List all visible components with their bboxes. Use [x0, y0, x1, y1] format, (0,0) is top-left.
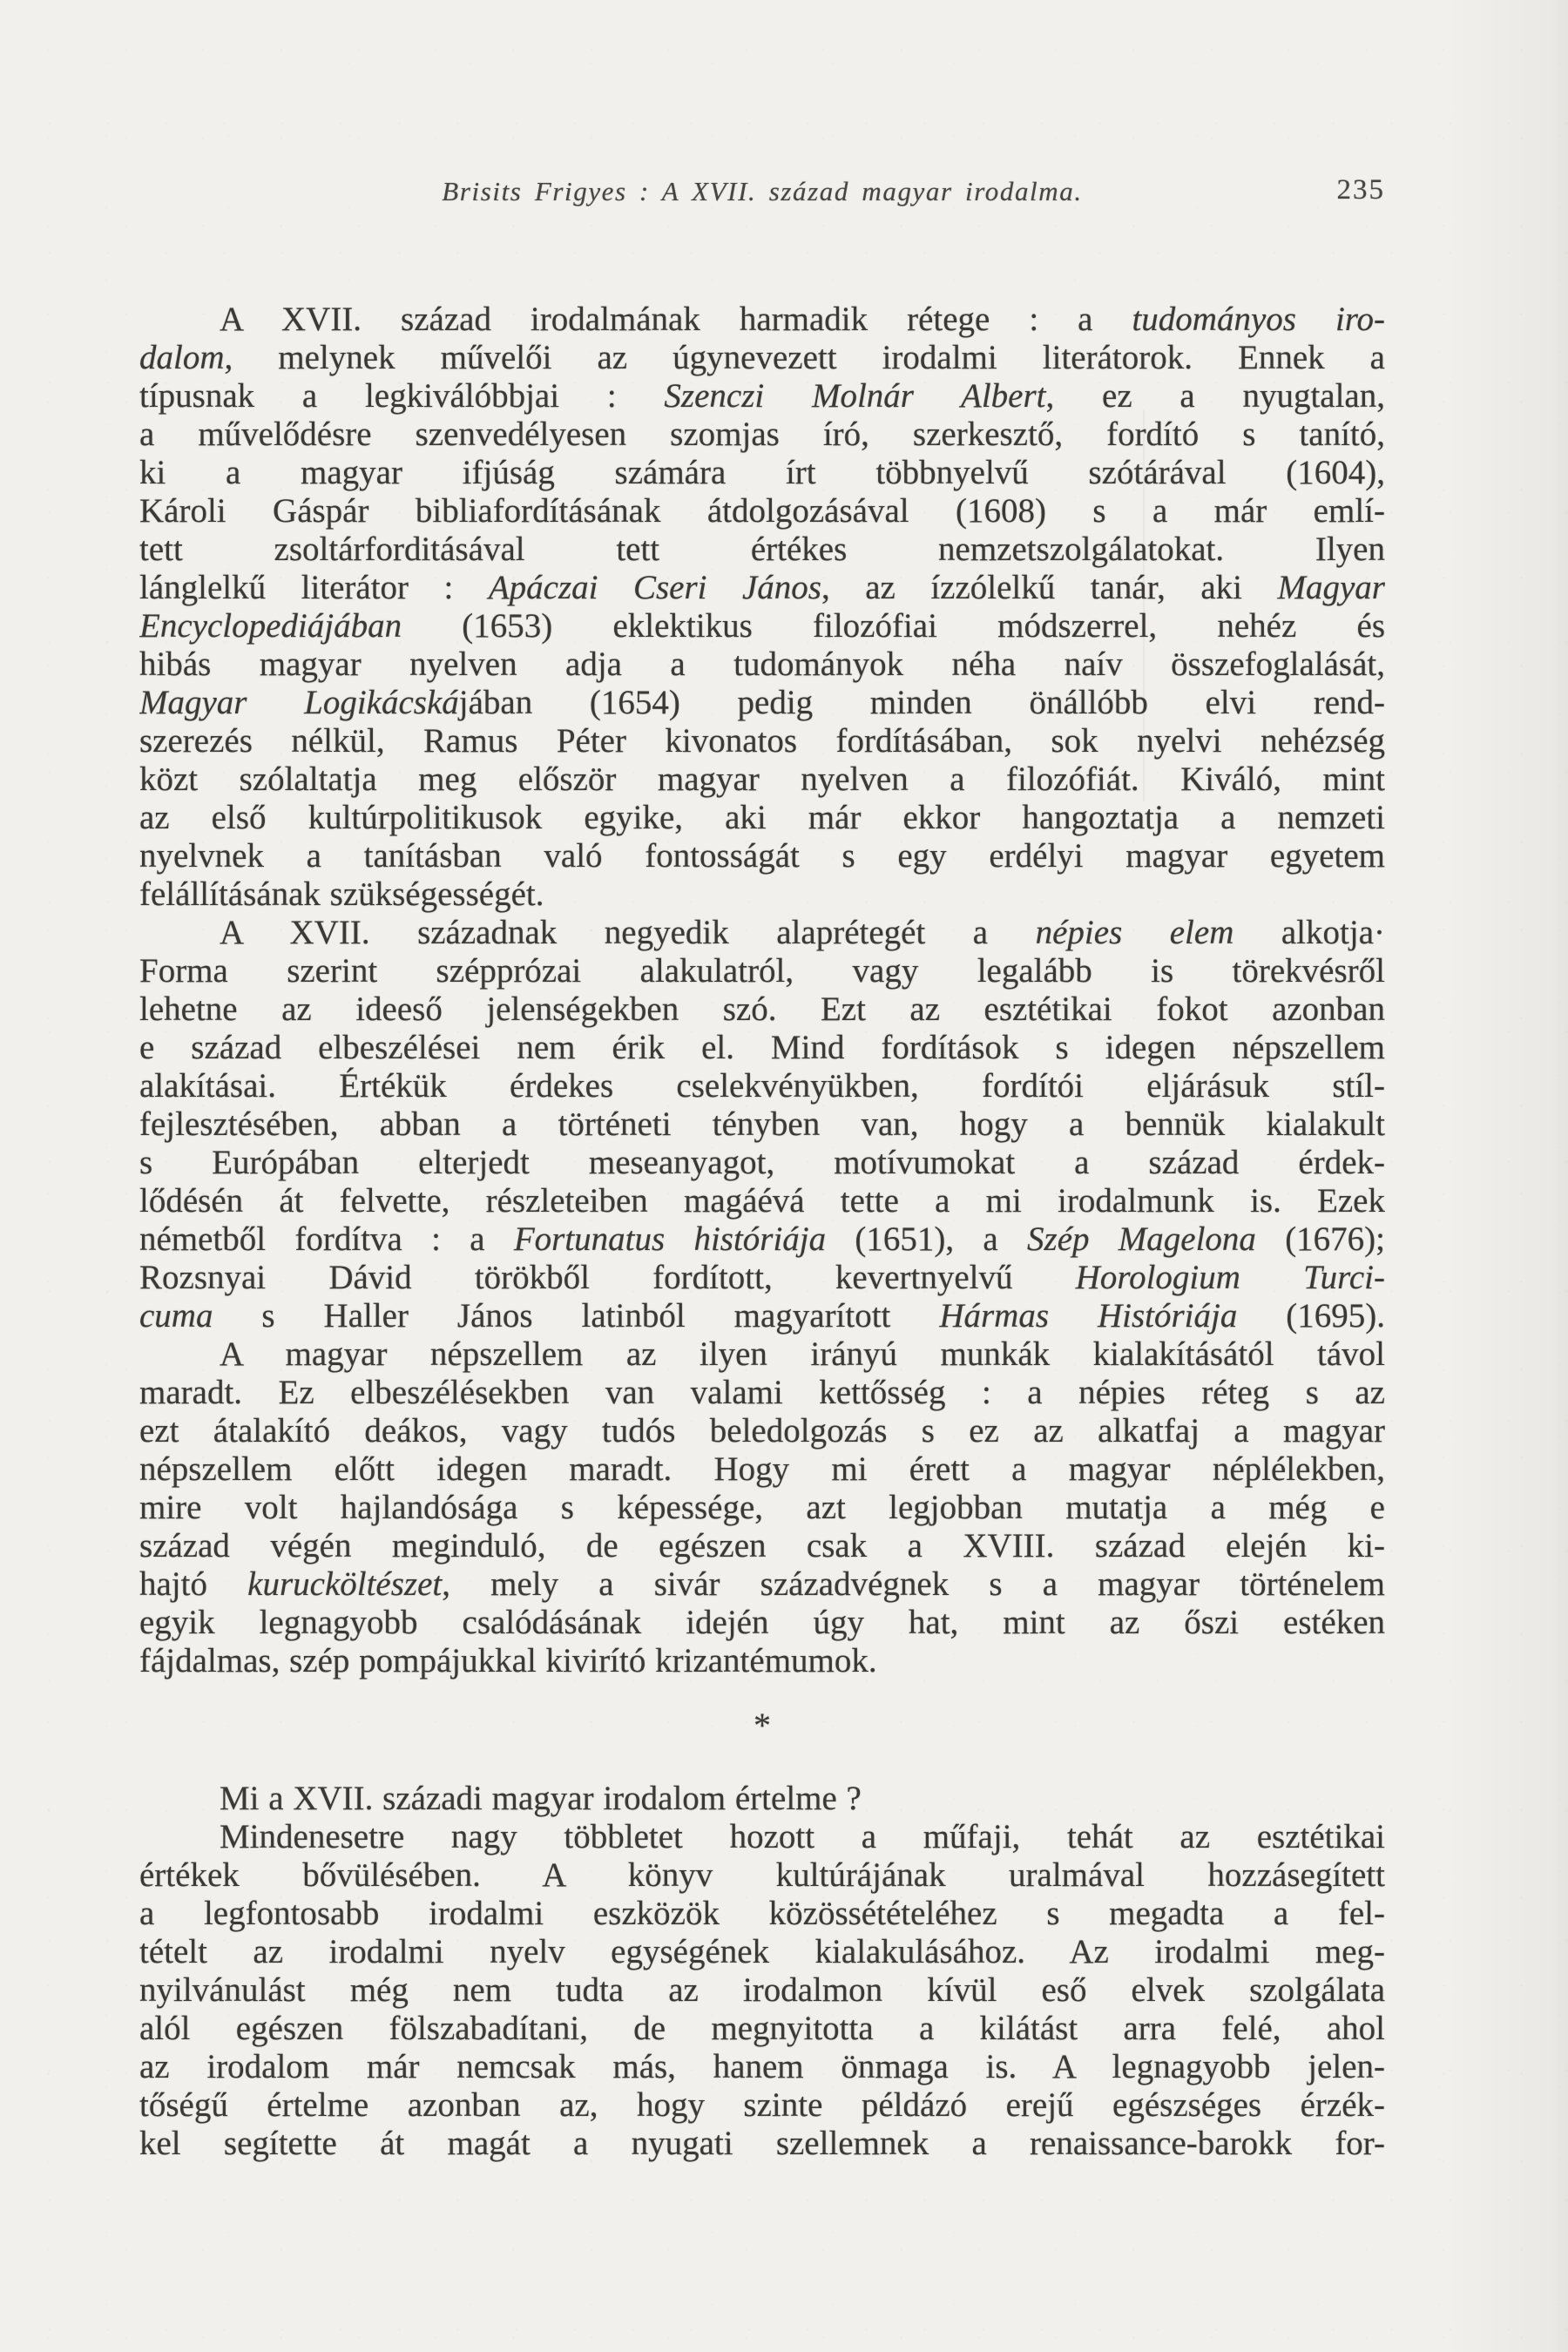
- page-number: 235: [1336, 174, 1385, 206]
- text-segment: Mindenesetre nagy többletet hozott a műfaji, tehát az esztétikai: [220, 1818, 1385, 1855]
- text-line: [139, 760, 1385, 799]
- text-line: [139, 837, 1385, 875]
- text-line: [139, 1450, 1385, 1489]
- italic-text: Magyar: [1277, 569, 1385, 606]
- italic-text: Horologium Turci-: [1075, 1259, 1385, 1296]
- text-line: [139, 1259, 1385, 1297]
- text-segment: szerezés nélkül, Ramus Péter kivonatos fordításában, sok nyelvi nehézség: [139, 722, 1385, 760]
- text-segment: alól egészen fölszabadítani, de megnyitotta a kilátást arra felé, ahol: [139, 2010, 1385, 2047]
- running-title: Brisits Frigyes : A XVII. század magyar irodalma.: [442, 176, 1083, 206]
- text-segment: maradt. Ez elbeszélésekben van valami kettősség : a népies réteg s az: [139, 1374, 1385, 1411]
- text-segment: (1676);: [1255, 1220, 1385, 1258]
- italic-text: Encyclopediájában: [139, 607, 402, 645]
- text-line: [139, 952, 1385, 990]
- text-line: [139, 1105, 1385, 1144]
- text-segment: Károli Gáspár bibliafordításának átdolgozásával (1608) s a már emlí-: [139, 492, 1385, 530]
- text-line: [139, 1297, 1385, 1335]
- text-segment: tételt az irodalmi nyelv egységének kialakulásához. Az irodalmi meg-: [139, 1933, 1385, 1970]
- text-segment: s Haller János latinból magyarított: [213, 1297, 940, 1335]
- text-line: [139, 799, 1385, 837]
- text-segment: felállításának szükségességét.: [139, 875, 544, 913]
- text-line: [139, 875, 1385, 914]
- text-segment: a legfontosabb irodalmi eszközök közössétételéhez s megadta a fel-: [139, 1895, 1385, 1932]
- text-line: [139, 645, 1385, 684]
- italic-text: Magyar Logikácská: [139, 684, 459, 721]
- text-segment: jában (1654) pedig minden önállóbb elvi rend-: [458, 684, 1385, 721]
- text-line: [139, 1182, 1385, 1220]
- text-segment: a művelődésre szenvedélyesen szomjas író, szerkesztő, fordító s tanító,: [139, 416, 1385, 453]
- text-line: [139, 1818, 1385, 1856]
- page-body: [139, 301, 1385, 2163]
- text-line: [139, 339, 1385, 377]
- text-segment: típusnak a legkiválóbbjai :: [139, 377, 665, 415]
- text-segment: (1653) eklektikus filozófiai módszerrel, nehéz és: [402, 607, 1385, 645]
- text-segment: , az ízzólelkű tanár, aki: [821, 569, 1278, 606]
- text-segment: lánglelkű literátor :: [139, 569, 489, 606]
- text-line: [139, 1144, 1385, 1182]
- text-line: [139, 531, 1385, 569]
- italic-text: népies elem: [1035, 914, 1234, 951]
- para-kerdes: [139, 1780, 1385, 1818]
- text-line: [139, 492, 1385, 531]
- text-segment: tőségű értelme azonban az, hogy szinte példázó erejű egészséges érzék-: [139, 2086, 1385, 2124]
- text-line: [139, 914, 1385, 952]
- para-magyar-nepszellem: [139, 1335, 1385, 1680]
- text-segment: ezt átalakító deákos, vagy tudós beledolgozás s ez az alkatfaj a magyar: [139, 1412, 1385, 1450]
- text-segment: alakításai. Értékük érdekes cselekvényükben, fordítói eljárásuk stíl-: [139, 1067, 1385, 1105]
- text-line: [139, 1412, 1385, 1450]
- para-ertelme: [139, 1818, 1385, 2163]
- text-segment: Forma szerint szépprózai alakulatról, vagy legalább is törekvésről: [139, 952, 1385, 990]
- text-segment: értékek bővülésében. A könyv kultúrájának uralmával hozzásegített: [139, 1856, 1385, 1894]
- text-line: [139, 1895, 1385, 1933]
- text-line: [139, 1220, 1385, 1259]
- text-segment: kel segítette át magát a nyugati szellemnek a renaissance-barokk for-: [139, 2125, 1385, 2162]
- text-segment: fejlesztésében, abban a történeti tényben van, hogy a bennük kialakult: [139, 1105, 1385, 1143]
- text-segment: e század elbeszélései nem érik el. Mind fordítások s idegen népszellem: [139, 1029, 1385, 1066]
- text-segment: fájdalmas, szép pompájukkal kivirító krizantémumok.: [139, 1642, 877, 1680]
- italic-text: Fortunatus históriája: [513, 1220, 827, 1258]
- text-line: [139, 377, 1385, 416]
- italic-text: dalom,: [139, 339, 233, 376]
- text-segment: nyilvánulást még nem tudta az irodalmon kívül eső elvek szolgálata: [139, 1971, 1385, 2009]
- text-line: [139, 722, 1385, 760]
- text-segment: (1695).: [1237, 1297, 1385, 1335]
- text-line: [139, 416, 1385, 454]
- italic-text: Szenczi Molnár Albert: [664, 377, 1046, 415]
- italic-text: Apáczai Cseri János: [488, 569, 821, 606]
- section-separator: *: [754, 1706, 771, 1745]
- text-segment: egyik legnagyobb csalódásának idején úgy hat, mint az őszi estéken: [139, 1604, 1385, 1641]
- text-line: [139, 1856, 1385, 1895]
- text-segment: A magyar népszellem az ilyen irányú munkák kialakításától távol: [220, 1335, 1385, 1373]
- text-line: [139, 607, 1385, 645]
- text-line: [139, 1604, 1385, 1642]
- text-segment: népszellem előtt idegen maradt. Hogy mi érett a magyar néplélekben,: [139, 1450, 1385, 1488]
- text-segment: , mely a sivár századvégnek s a magyar történelem: [442, 1565, 1385, 1603]
- text-segment: század végén meginduló, de egészen csak a XVIII. század elején ki-: [139, 1527, 1385, 1565]
- para-tudomanyos-irodalom: [139, 301, 1385, 914]
- text-segment: s Európában elterjedt meseanyagot, motívumokat a század érdek-: [139, 1144, 1385, 1181]
- text-line: [139, 2086, 1385, 2125]
- text-line: [139, 569, 1385, 607]
- text-segment: ki a magyar ifjúság számára írt többnyelvű szótárával (1604),: [139, 454, 1385, 491]
- text-line: [139, 1565, 1385, 1604]
- text-segment: hajtó: [139, 1565, 248, 1603]
- text-segment: közt szólaltatja meg először magyar nyelven a filozófiát. Kiváló, mint: [139, 760, 1385, 798]
- scan-crease-artifact: [1143, 409, 1145, 801]
- page-header: [139, 176, 1385, 216]
- text-line: [139, 1335, 1385, 1374]
- text-segment: A XVII. századnak negyedik alaprétegét a: [220, 914, 1036, 951]
- text-line: [139, 301, 1385, 339]
- text-segment: melynek művelői az úgynevezett irodalmi literátorok. Ennek a: [233, 339, 1385, 376]
- text-segment: Rozsnyai Dávid törökből fordított, kevertnyelvű: [139, 1259, 1076, 1296]
- text-segment: németből fordítva : a: [139, 1220, 514, 1258]
- italic-text: Hármas Históriája: [939, 1297, 1238, 1335]
- italic-text: Szép Magelona: [1027, 1220, 1256, 1258]
- text-segment: lődésén át felvette, részleteiben magáévá tette a mi irodalmunk is. Ezek: [139, 1182, 1385, 1220]
- text-segment: A XVII. század irodalmának harmadik rétege : a: [220, 301, 1132, 338]
- italic-text: kurucköltészet: [247, 1565, 443, 1603]
- text-line: [139, 1642, 1385, 1680]
- text-segment: Mi a XVII. századi magyar irodalom értelme ?: [220, 1780, 862, 1817]
- text-line: [139, 1374, 1385, 1412]
- text-line: [139, 990, 1385, 1029]
- text-segment: tett zsoltárforditásával tett értékes nemzetszolgálatokat. Ilyen: [139, 531, 1385, 568]
- text-segment: nyelvnek a tanításban való fontosságát s egy erdélyi magyar egyetem: [139, 837, 1385, 875]
- text-segment: az irodalom már nemcsak más, hanem önmaga is. A legnagyobb jelen-: [139, 2048, 1385, 2085]
- text-segment: lehetne az ideeső jelenségekben szó. Ezt az esztétikai fokot azonban: [139, 990, 1385, 1028]
- text-segment: (1651), a: [826, 1220, 1028, 1258]
- text-segment: az első kultúrpolitikusok egyike, aki már ekkor hangoztatja a nemzeti: [139, 799, 1385, 836]
- text-segment: , ez a nyugtalan,: [1045, 377, 1385, 415]
- text-segment: alkotja·: [1233, 914, 1385, 951]
- text-line: [139, 1067, 1385, 1105]
- text-line: [139, 684, 1385, 722]
- text-segment: mire volt hajlandósága s képessége, azt legjobban mutatja a még e: [139, 1489, 1385, 1526]
- text-line: [139, 1933, 1385, 1971]
- italic-text: tudományos iro-: [1132, 301, 1385, 338]
- text-line: [139, 1029, 1385, 1067]
- text-line: [139, 1489, 1385, 1527]
- text-segment: hibás magyar nyelven adja a tudományok néha naív összefoglalását,: [139, 645, 1385, 683]
- para-nepies-elem: [139, 914, 1385, 1335]
- text-line: [139, 1527, 1385, 1565]
- italic-text: cuma: [139, 1297, 213, 1335]
- text-line: [139, 1971, 1385, 2010]
- text-line: [139, 2010, 1385, 2048]
- text-line: [139, 2048, 1385, 2086]
- text-line: [139, 2125, 1385, 2163]
- text-line: [139, 1780, 1385, 1818]
- text-line: [139, 454, 1385, 492]
